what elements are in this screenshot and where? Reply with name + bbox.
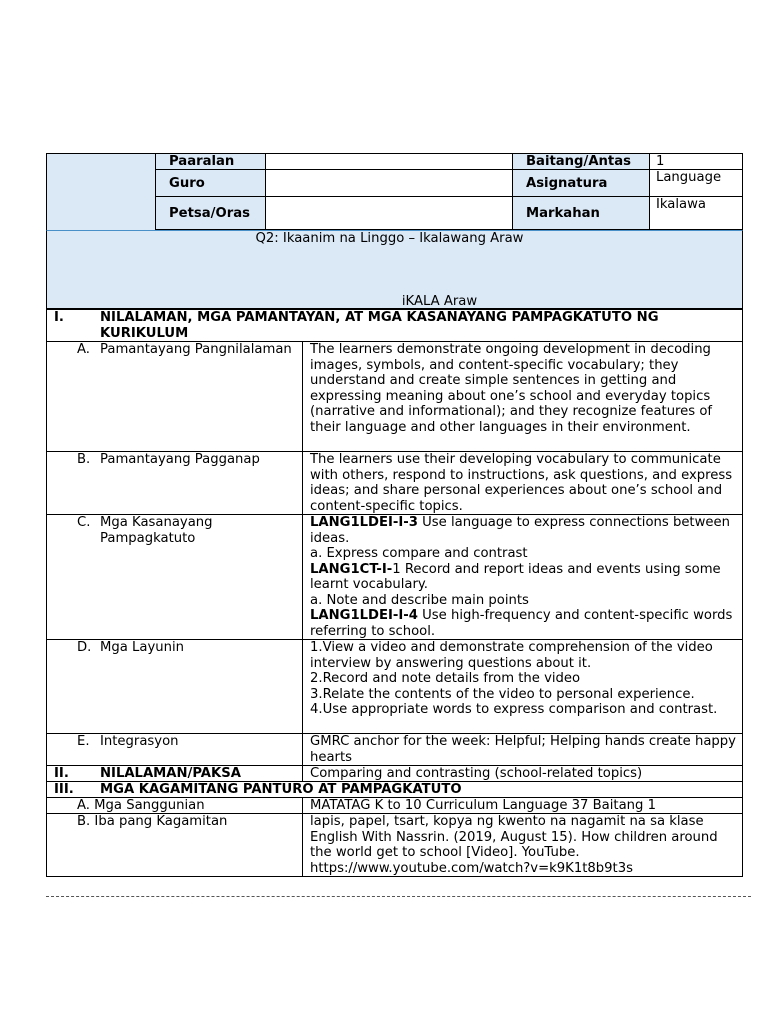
row-other-materials <box>46 814 743 877</box>
performance-standards-text: The learners use their developing vocabulary to communicate with others, respond to instructions, ask questions, and express ideas; and share personal experiences about one’s school and content-specific topics. <box>310 452 733 514</box>
subject-field[interactable]: Language <box>649 169 743 197</box>
row-content-standards: A. Pamantayang Pangnilalaman The learners demonstrate ongoing development in decoding images, symbols, and content-specific vocabulary; they understand and create simple sentences in getting and expressing meaning about one’s school and everyday topics (narrative and informational); and they recognize features of their language and other languages in their environment. <box>46 342 743 452</box>
row-references <box>46 798 743 814</box>
learning-competencies-text: LANG1LDEI-I-3 Use language to express connections between ideas. a. Express compare and contrast LANG1CT-I-1 Record and report ideas and events using some learnt vocabulary. a. Note and describe main points LANG1LDEI-I-4 Use high-frequency and content-specific words referring to school. <box>310 515 733 639</box>
competency-code-1: LANG1LDEI-I-3 <box>310 515 418 530</box>
section-1-number: I. <box>54 310 64 325</box>
row-integration: E. Integrasyon GMRC anchor for the week: Helpful; Helping hands create happy hearts <box>46 734 743 766</box>
references-text: MATATAG K to 10 Curriculum Language 37 Baitang 1 <box>310 798 656 813</box>
section-2-content: Comparing and contrasting (school-related topics) <box>310 766 643 781</box>
title-band <box>46 230 743 309</box>
school-field[interactable] <box>265 153 513 170</box>
objective-item: 1.View a video and demonstrate comprehension of the video interview by answering questions about it. <box>310 640 713 671</box>
competency-code-3: LANG1LDEI-I-4 <box>310 608 418 623</box>
day-subtitle: iKALA Araw <box>401 294 478 309</box>
objective-item: 3.Relate the contents of the video to personal experience. <box>310 686 695 702</box>
references-label: A. Mga Sanggunian <box>77 798 205 813</box>
objectives-text <box>303 640 742 718</box>
competency-code-2: LANG1CT-I- <box>310 561 393 577</box>
dashed-divider <box>46 896 751 897</box>
section-3-header <box>46 782 743 798</box>
subject-label: Asignatura <box>512 169 650 197</box>
objective-item: 4.Use appropriate words to express comparison and contrast. <box>310 702 718 717</box>
week-day-title: Q2: Ikaanim na Linggo – Ikalawang Araw <box>255 231 524 246</box>
other-materials-label: B. Iba pang Kagamitan <box>77 814 228 829</box>
other-materials-text: lapis, papel, tsart, kopya ng kwento na nagamit na sa klase English With Nassrin. (2019, August 15). How children around the world get to school [Video]. YouTube. https://www.youtube.com/watch?v=k9K1t8b9t3s <box>310 814 718 876</box>
content-standards-text: The learners demonstrate ongoing development in decoding images, symbols, and content-specific vocabulary; they understand and create simple sentences in getting and expressing meaning about one’s school and everyday topics (narrative and informational); and they recognize features of their language and other languages in their environment. <box>310 342 713 435</box>
section-1-header <box>46 309 743 342</box>
section-3-number: III. <box>54 782 74 797</box>
content-standards-label: Pamantayang Pangnilalaman <box>100 342 292 357</box>
teacher-field[interactable] <box>265 169 513 197</box>
learning-competencies-label: Mga Kasanayang Pampagkatuto <box>100 515 213 546</box>
teacher-label: Guro <box>155 169 266 197</box>
logo-cell <box>46 153 156 231</box>
section-2-number: II. <box>54 766 69 781</box>
header-block <box>46 153 743 230</box>
section-2-row <box>46 766 743 782</box>
integration-text: GMRC anchor for the week: Helpful; Helping hands create happy hearts <box>310 734 736 765</box>
section-2-title: NILALAMAN/PAKSA <box>100 766 241 781</box>
row-performance-standards: B. Pamantayang Pagganap The learners use their developing vocabulary to communicate with others, respond to instructions, ask questions, and express ideas; and share personal experiences about one’s school and content-specific topics. <box>46 452 743 515</box>
performance-standards-label: Pamantayang Pagganap <box>100 452 260 467</box>
row-learning-competencies: C. Mga Kasanayang Pampagkatuto LANG1LDEI-I-3 Use language to express connections between ideas. a. Express compare and contrast LANG1CT-I-1 Record and report ideas and events using some learnt vocabulary. a. Note and describe main points LANG1LDEI-I-4 Use high-frequency and content-specific words referring to school. <box>46 515 743 640</box>
grade-field[interactable]: 1 <box>649 153 743 170</box>
section-1-title: NILALAMAN, MGA PAMANTAYAN, AT MGA KASANAYANG PAMPAGKATUTO NG KURIKULUM <box>100 310 659 341</box>
objective-item: 2.Record and note details from the video <box>310 671 581 686</box>
school-label: Paaralan <box>155 153 266 170</box>
integration-label: Integrasyon <box>100 734 179 749</box>
row-objectives: D. Mga Layunin 1.View a video and demonstrate comprehension of the video interview by answering questions about it. 2.Record and note details from the video 3.Relate the contents of the video to personal experience. 4.Use appropriate words to express comparison and contrast. <box>46 640 743 734</box>
quarter-field[interactable]: Ikalawa <box>649 196 743 230</box>
objectives-label: Mga Layunin <box>100 640 184 655</box>
grade-label: Baitang/Antas <box>512 153 650 170</box>
section-3-title: MGA KAGAMITANG PANTURO AT PAMPAGKATUTO <box>100 782 462 797</box>
date-field[interactable] <box>265 196 513 230</box>
quarter-label: Markahan <box>512 196 650 230</box>
date-label: Petsa/Oras <box>155 196 266 230</box>
